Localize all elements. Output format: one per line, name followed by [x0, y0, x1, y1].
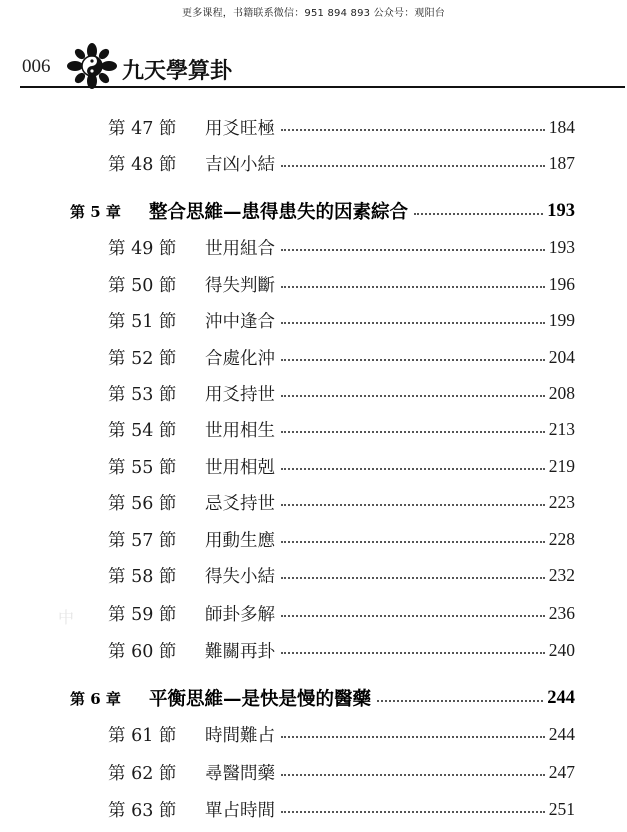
page-reference: 193	[548, 236, 575, 257]
section-title: 用爻旺極	[205, 118, 275, 139]
section-number: 第 57 節	[108, 530, 177, 551]
dot-leader	[281, 468, 545, 470]
section-number: 第 54 節	[108, 420, 177, 441]
toc-section-row	[0, 148, 627, 178]
dot-leader	[281, 249, 545, 251]
section-number: 第 51 節	[108, 311, 177, 332]
section-title: 世用相剋	[205, 457, 275, 478]
toc-section-row	[0, 487, 627, 517]
toc-section-row	[0, 524, 627, 554]
dot-leader	[281, 811, 545, 813]
dot-leader	[281, 577, 545, 579]
page-reference: 184	[548, 116, 575, 137]
section-number: 第 49 節	[108, 238, 177, 259]
toc-section-row	[0, 414, 627, 444]
dot-leader	[281, 395, 545, 397]
dot-leader	[281, 504, 545, 506]
section-number: 第 62 節	[108, 763, 177, 784]
page-reference: 204	[548, 346, 575, 367]
dot-leader	[281, 359, 545, 361]
section-title: 單占時間	[205, 800, 275, 821]
chapter-number: 第 5 章	[70, 202, 121, 221]
page-reference: 228	[548, 528, 575, 549]
section-title: 世用相生	[205, 420, 275, 441]
dot-leader	[281, 322, 545, 324]
toc-section-row	[0, 560, 627, 590]
section-title: 尋醫問藥	[205, 763, 275, 784]
section-number: 第 59 節	[108, 604, 177, 625]
page-reference: 208	[548, 382, 575, 403]
taiji-lotus-icon	[66, 42, 118, 90]
page-reference: 196	[548, 273, 575, 294]
section-title: 用動生應	[205, 530, 275, 551]
section-title: 師卦多解	[205, 604, 275, 625]
dot-leader	[414, 213, 543, 215]
section-number: 第 52 節	[108, 348, 177, 369]
page-reference: 240	[548, 639, 575, 660]
toc-section-row	[0, 635, 627, 665]
section-title: 難關再卦	[205, 641, 275, 662]
top-banner-text: 更多课程，书籍联系微信：951 894 893 公众号：观阳台	[182, 8, 445, 19]
section-title: 吉凶小結	[205, 154, 275, 175]
toc-section-row	[0, 598, 627, 628]
page-reference: 219	[548, 455, 575, 476]
section-title: 合處化沖	[205, 348, 275, 369]
page-reference: 213	[548, 418, 575, 439]
section-title: 忌爻持世	[205, 493, 275, 514]
section-number: 第 50 節	[108, 275, 177, 296]
toc-section-row	[0, 757, 627, 787]
section-title: 得失判斷	[205, 275, 275, 296]
page-reference: 187	[548, 152, 575, 173]
toc-chapter-row	[0, 683, 627, 713]
dot-leader	[377, 700, 543, 702]
section-title: 世用組合	[205, 238, 275, 259]
dot-leader	[281, 541, 545, 543]
section-title: 用爻持世	[205, 384, 275, 405]
page-number: 006	[22, 56, 51, 77]
book-title: 九天學算卦	[122, 58, 233, 84]
section-number: 第 56 節	[108, 493, 177, 514]
page-reference: 193	[547, 200, 575, 221]
toc-section-row	[0, 342, 627, 372]
toc-section-row	[0, 305, 627, 335]
section-title: 時間難占	[205, 725, 275, 746]
toc-section-row	[0, 112, 627, 142]
section-number: 第 55 節	[108, 457, 177, 478]
dot-leader	[281, 165, 545, 167]
section-number: 第 60 節	[108, 641, 177, 662]
toc-section-row	[0, 451, 627, 481]
page-reference: 199	[548, 309, 575, 330]
section-number: 第 47 節	[108, 118, 177, 139]
toc-section-row	[0, 269, 627, 299]
dot-leader	[281, 129, 545, 131]
section-title: 得失小結	[205, 566, 275, 587]
chapter-title: 整合思維—患得患失的因素綜合	[149, 202, 409, 223]
toc-section-row	[0, 794, 627, 824]
toc-chapter-row	[0, 196, 627, 226]
page-header	[0, 42, 627, 92]
section-number: 第 58 節	[108, 566, 177, 587]
page-reference: 244	[548, 723, 575, 744]
bleed-through-mark: 中	[58, 608, 75, 627]
section-number: 第 48 節	[108, 154, 177, 175]
page-reference: 223	[548, 491, 575, 512]
dot-leader	[281, 652, 545, 654]
page-reference: 232	[548, 564, 575, 585]
toc-section-row	[0, 378, 627, 408]
dot-leader	[281, 431, 545, 433]
section-number: 第 63 節	[108, 800, 177, 821]
dot-leader	[281, 286, 545, 288]
section-number: 第 53 節	[108, 384, 177, 405]
dot-leader	[281, 774, 545, 776]
header-rule	[20, 86, 625, 88]
toc-section-row	[0, 719, 627, 749]
section-number: 第 61 節	[108, 725, 177, 746]
dot-leader	[281, 736, 545, 738]
chapter-number: 第 6 章	[70, 689, 121, 708]
page-reference: 247	[548, 761, 575, 782]
dot-leader	[281, 615, 545, 617]
toc-section-row	[0, 232, 627, 262]
chapter-title: 平衡思維—是快是慢的醫藥	[149, 689, 372, 710]
page-reference: 251	[548, 798, 575, 819]
page-reference: 236	[548, 602, 575, 623]
section-title: 沖中逢合	[205, 311, 275, 332]
page-reference: 244	[547, 687, 575, 708]
